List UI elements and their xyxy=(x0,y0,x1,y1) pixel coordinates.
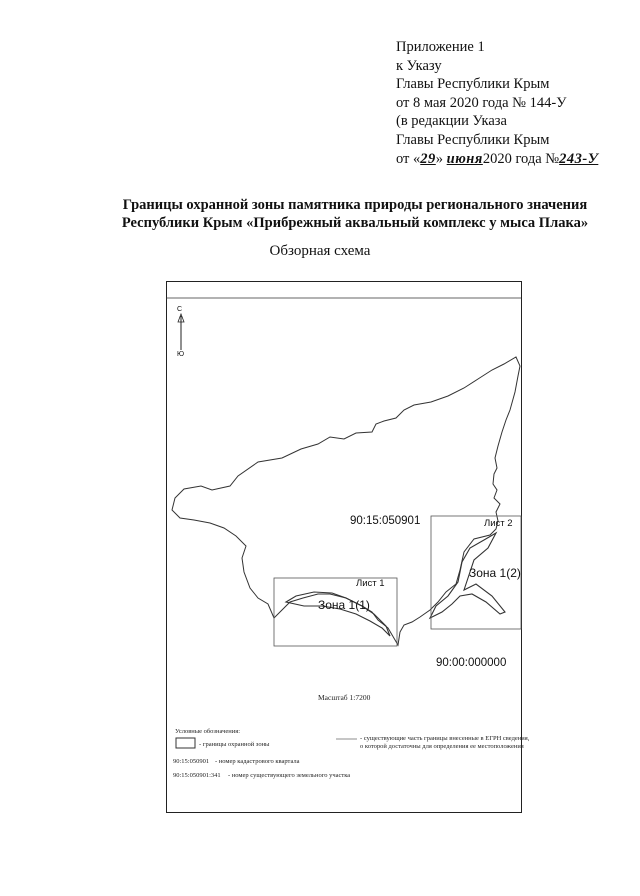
scheme-subtitle: Обзорная схема xyxy=(269,243,371,259)
appendix-line: от 8 мая 2020 года № 144-У xyxy=(396,94,567,111)
title-line: Границы охранной зоны памятника природы регионального значения xyxy=(122,197,588,213)
legend-zone-swatch xyxy=(176,738,195,748)
legend-parcel-example: 90:15:050901:341 xyxy=(173,772,221,779)
quarter-code-label: 90:15:050901 xyxy=(350,515,421,527)
sheet-1-label: Лист 1 xyxy=(356,578,385,589)
appendix-line: к Указу xyxy=(396,57,442,74)
appendix-line: Главы Республики Крым xyxy=(396,131,550,148)
handwritten-month: июня xyxy=(446,150,483,167)
date-mid: » xyxy=(435,150,447,167)
date-prefix: от « xyxy=(396,150,421,167)
legend-quarter-desc: - номер кадастрового квартала xyxy=(215,758,300,765)
date-year: 2020 года № xyxy=(482,150,560,167)
legend-heading: Условные обозначения: xyxy=(175,728,241,735)
compass-icon xyxy=(178,314,184,350)
compass-south-label: Ю xyxy=(177,351,185,358)
legend-existing-desc-2: о которой достаточны для определения ее местоположения xyxy=(360,743,524,750)
legend-parcel-desc: - номер существующего земельного участка xyxy=(228,772,351,779)
handwritten-number: 243-У xyxy=(559,150,599,167)
appendix-line: Приложение 1 xyxy=(396,39,485,55)
legend-existing-desc-1: - существующие часть границы внесенные в ЕГРН сведения, xyxy=(360,735,530,742)
sea-code-label: 90:00:000000 xyxy=(436,657,507,669)
zone-1-1-label: Зона 1(1) xyxy=(318,598,370,612)
handwritten-day: 29 xyxy=(420,150,436,167)
sheet-2-label: Лист 2 xyxy=(484,518,513,529)
legend-zone-desc: - границы охранной зоны xyxy=(199,741,270,748)
compass-north-label: С xyxy=(177,306,183,313)
appendix-line: (в редакции Указа xyxy=(396,113,507,130)
scale-label: Масштаб 1:7200 xyxy=(318,693,371,702)
appendix-line: Главы Республики Крым xyxy=(396,76,550,93)
title-line: Республики Крым «Прибрежный аквальный комплекс у мыса Плака» xyxy=(121,215,589,231)
zone-1-2-label: Зона 1(2) xyxy=(469,566,521,580)
legend-quarter-example: 90:15:050901 xyxy=(173,758,210,765)
